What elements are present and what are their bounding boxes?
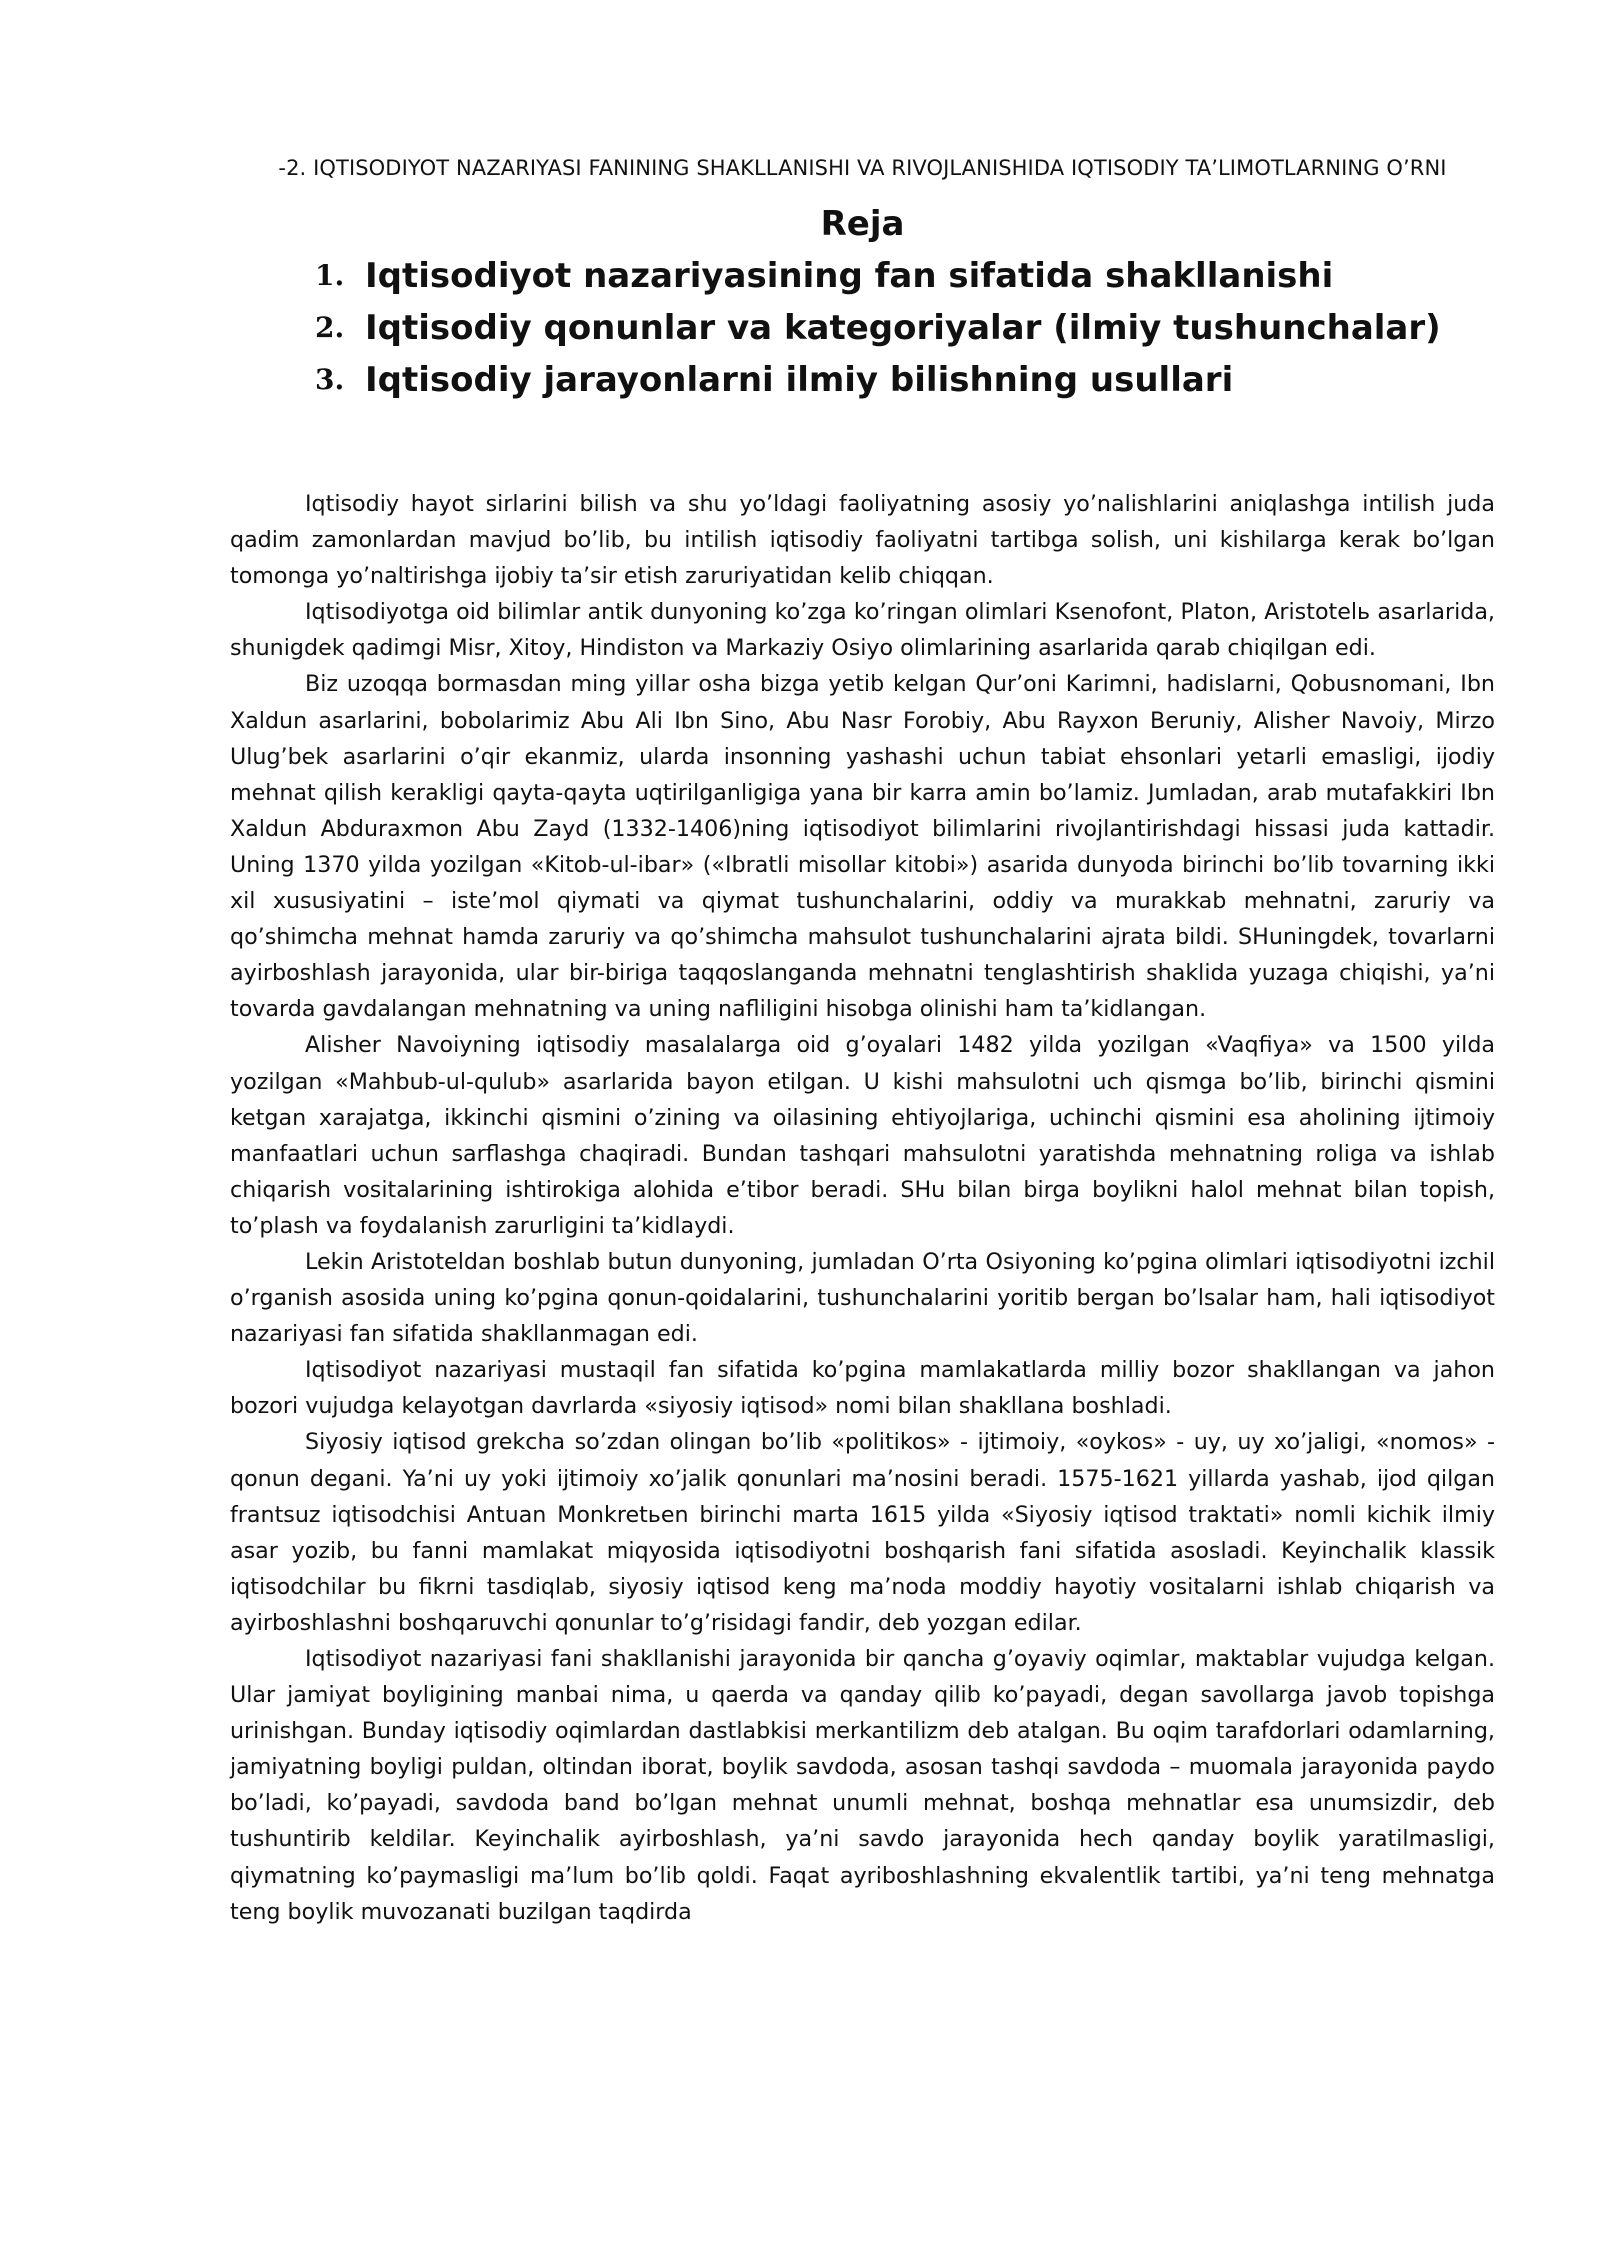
plan-item-text: Iqtisodiy jarayonlarni ilmiy bilishning usullari <box>365 360 1234 400</box>
body-text <box>230 486 1495 1930</box>
document-title: -2. IQTISODIYOT NAZARIYASI FANINING SHAKLLANISHI VA RIVOJLANISHIDA IQTISODIY TA’LIMOTLARNING O’RNI <box>278 156 1447 180</box>
document-page <box>230 150 1495 1930</box>
paragraph: Iqtisodiyot nazariyasi mustaqil fan sifatida ko’pgina mamlakatlarda milliy bozor shakllangan va jahon bozori vujudga kelayotgan davrlarda «siyosiy iqtisod» nomi bilan shakllana boshladi. <box>230 1357 1495 1420</box>
paragraph: Iqtisodiy hayot sirlarini bilish va shu yo’ldagi faoliyatning asosiy yo’nalishlarini aniqlashga intilish juda qadim zamonlardan mavjud bo’lib, bu intilish iqtisodiy faoliyatni tartibga solish, uni kishilarga kerak bo’lgan tomonga yo’naltirishga ijobiy ta’sir etish zaruriyatidan kelib chiqqan. <box>230 491 1495 590</box>
paragraph: Siyosiy iqtisod grekcha so’zdan olingan bo’lib «politikos» - ijtimoiy, «oykos» - uy, uy xo’jaligi, «nomos» - qonun degani. Ya’ni uy yoki ijtimoiy xo’jalik qonunlari ma’nosini beradi. 1575-1621 yillarda yashab, ijod qilgan frantsuz iqtisodchisi Antuan Monkretьen birinchi marta 1615 yilda «Siyosiy iqtisod traktati» nomli kichik ilmiy asar yozib, bu fanni mamlakat miqyosida iqtisodiyotni boshqarish fani sifatida asosladi. Keyinchalik klassik iqtisodchilar bu fikrni tasdiqlab, siyosiy iqtisod keng ma’noda moddiy hayotiy vositalarni ishlab chiqarish va ayirboshlashni boshqaruvchi qonunlar to’g’risidagi fandir, deb yozgan edilar. <box>230 1429 1495 1636</box>
plan-item <box>230 250 1495 302</box>
paragraph: Iqtisodiyot nazariyasi fani shakllanishi jarayonida bir qancha g’oyaviy oqimlar, maktablar vujudga kelgan. Ular jamiyat boyligining manbai nima, u qaerda va qanday qilib ko’payadi, degan savollarga javob topishga urinishgan. Bunday iqtisodiy oqimlardan dastlabkisi merkantilizm deb atalgan. Bu oqim tarafdorlari odamlarning, jamiyatning boyligi puldan, oltindan iborat, boylik savdoda, asosan tashqi savdoda – muomala jarayonida paydo bo’ladi, ko’payadi, savdoda band bo’lgan mehnat unumli mehnat, boshqa mehnatlar esa unumsizdir, deb tushuntirib keldilar. Keyinchalik ayirboshlash, ya’ni savdo jarayonida hech qanday boylik yaratilmasligi, qiymatning ko’paymasligi ma’lum bo’lib qoldi. Faqat ayriboshlashning ekvalentlik tartibi, ya’ni teng mehnatga teng boylik muvozanati buzilgan taqdirda <box>230 1646 1495 1925</box>
plan-item-number: 1. <box>315 259 345 292</box>
paragraph: Biz uzoqqa bormasdan ming yillar osha bizga yetib kelgan Qur’oni Karimni, hadislarni, Qobusnomani, Ibn Xaldun asarlarini, bobolarimiz Abu Ali Ibn Sino, Abu Nasr Forobiy, Abu Rayxon Beruniy, Alisher Navoiy, Mirzo Ulug’bek asarlarini o’qir ekanmiz, ularda insonning yashashi uchun tabiat ehsonlari yetarli emasligi, ijodiy mehnat qilish kerakligi qayta-qayta uqtirilganligiga yana bir karra amin bo’lamiz. Jumladan, arab mutafakkiri Ibn Xaldun Abduraxmon Abu Zayd (1332-1406)ning iqtisodiyot bilimlarini rivojlantirishdagi hissasi juda kattadir. Uning 1370 yilda yozilgan «Kitob-ul-ibar» («Ibratli misollar kitobi») asarida dunyoda birinchi bo’lib tovarning ikki xil xususiyatini – iste’mol qiymati va qiymat tushunchalarini, oddiy va murakkab mehnatni, zaruriy va qo’shimcha mehnat hamda zaruriy va qo’shimcha mahsulot tushunchalarini ajrata bildi. SHuningdek, tovarlarni ayirboshlash jarayonida, ular bir-biriga taqqoslanganda mehnatni tenglashtirish shaklida yuzaga chiqishi, ya’ni tovarda gavdalangan mehnatning va uning nafliligini hisobga olinishi ham ta’kidlangan. <box>230 671 1495 1023</box>
plan-item <box>230 354 1495 406</box>
plan-item-text: Iqtisodiy qonunlar va kategoriyalar (ilmiy tushunchalar) <box>365 308 1441 348</box>
plan-heading: Reja <box>820 204 905 244</box>
paragraph: Lekin Aristoteldan boshlab butun dunyoning, jumladan O’rta Osiyoning ko’pgina olimlari iqtisodiyotni izchil o’rganish asosida uning ko’pgina qonun-qoidalarini, tushunchalarini yoritib bergan bo’lsalar ham, hali iqtisodiyot nazariyasi fan sifatida shakllanmagan edi. <box>230 1248 1495 1348</box>
plan-item-number: 2. <box>315 311 345 344</box>
paragraph: Iqtisodiyotga oid bilimlar antik dunyoning ko’zga ko’ringan olimlari Ksenofont, Platon, Aristotelь asarlarida, shunigdek qadimgi Misr, Xitoy, Hindiston va Markaziy Osiyo olimlarining asarlarida qarab chiqilgan edi. <box>230 599 1495 662</box>
paragraph: Alisher Navoiyning iqtisodiy masalalarga oid g’oyalari 1482 yilda yozilgan «Vaqfiya» va 1500 yilda yozilgan «Mahbub-ul-qulub» asarlarida bayon etilgan. U kishi mahsulotni uch qismga bo’lib, birinchi qismini ketgan xarajatga, ikkinchi qismini o’zining va oilasining ehtiyojlariga, uchinchi qismini esa aholining ijtimoiy manfaatlari uchun sarflashga chaqiradi. Bundan tashqari mahsulotni yaratishda mehnatning roliga va ishlab chiqarish vositalarining ishtirokiga alohida e’tibor beradi. SHu bilan birga boylikni halol mehnat bilan topish, to’plash va foydalanish zarurligini ta’kidlaydi. <box>230 1032 1495 1239</box>
plan-item <box>230 302 1495 354</box>
plan-list <box>230 250 1495 406</box>
plan-item-text: Iqtisodiyot nazariyasining fan sifatida shakllanishi <box>365 256 1334 296</box>
plan-item-number: 3. <box>315 363 345 396</box>
